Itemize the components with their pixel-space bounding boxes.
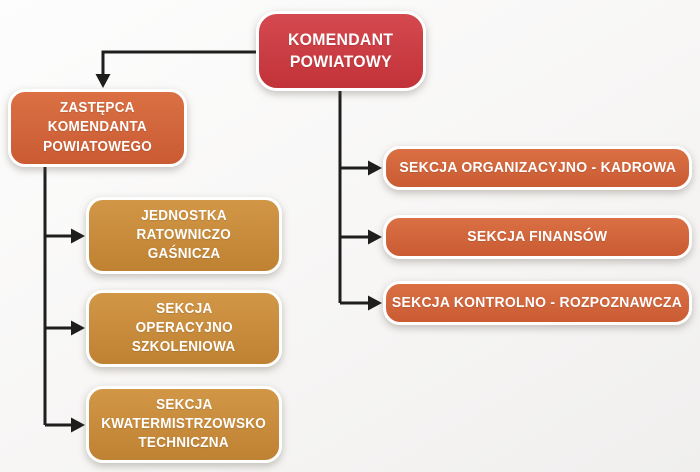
node-label-line: SEKCJA FINANSÓW <box>467 228 608 246</box>
node-label-line: SEKCJA KONTROLNO - ROZPOZNAWCZA <box>392 294 683 312</box>
node-jednostka-ratowniczo-gasnicza <box>86 197 282 274</box>
arrowhead-right-operacyjno <box>71 321 85 336</box>
arrowhead-right-kwatermistrz <box>71 418 85 433</box>
node-sekcja-organizacyjno-kadrowa <box>383 146 692 190</box>
node-sekcja-finansow <box>383 215 692 259</box>
node-label-line: SEKCJA ORGANIZACYJNO - KADROWA <box>399 159 676 177</box>
node-label-line: RATOWNICZO <box>136 226 232 243</box>
arrowhead-down-zastepca <box>96 74 111 88</box>
node-label-line: GAŚNICZA <box>147 246 221 263</box>
node-label-line: POWIATOWY <box>289 52 393 71</box>
node-label-line: TECHNICZNA <box>138 435 230 452</box>
node-label-line: SEKCJA <box>155 300 213 317</box>
node-zastepca-komendanta <box>8 89 187 167</box>
arrowhead-right-kontrolno <box>368 296 382 311</box>
arrowhead-right-jednostka <box>71 229 85 244</box>
node-label-line: SZKOLENIOWA <box>132 339 236 356</box>
node-komendant-powiatowy <box>256 11 426 91</box>
edge-komendant-zastepca <box>103 52 258 76</box>
node-label-line: KWATERMISTRZOWSKO <box>101 415 267 432</box>
arrowhead-right-organizacyjno <box>368 161 382 176</box>
node-label-line: OPERACYJNO <box>135 319 233 336</box>
node-label-line: ZASTĘPCA <box>60 100 135 117</box>
node-sekcja-kwatermistrzowsko-techniczna <box>86 386 282 463</box>
node-label-line: POWIATOWEGO <box>43 138 152 155</box>
node-label-line: KOMENDANTA <box>47 119 148 136</box>
node-label-line: JEDNOSTKA <box>141 207 227 224</box>
node-label-line: SEKCJA <box>155 396 213 413</box>
node-sekcja-operacyjno-szkoleniowa <box>86 290 282 367</box>
node-sekcja-kontrolno-rozpoznawcza <box>383 281 692 325</box>
node-label-line: KOMENDANT <box>288 29 394 49</box>
arrowhead-right-finansow <box>368 230 382 245</box>
